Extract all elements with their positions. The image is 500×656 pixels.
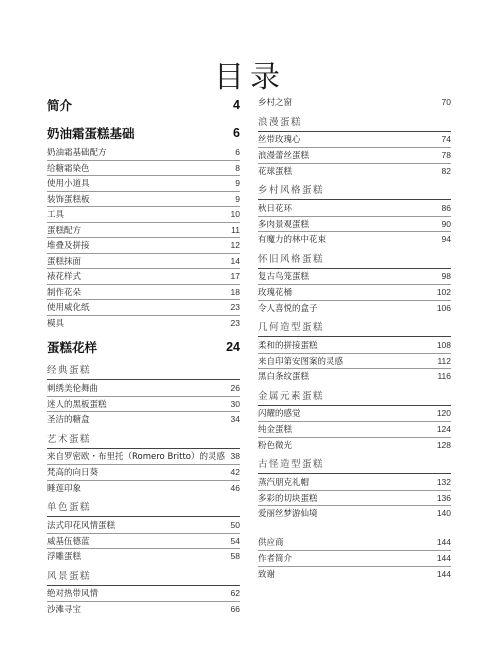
toc-entry-page: 34 xyxy=(230,414,240,425)
toc-entry[interactable] xyxy=(258,300,451,316)
toc-entry-page: 108 xyxy=(436,339,451,350)
toc-section xyxy=(258,452,451,521)
toc-left-column xyxy=(47,94,240,617)
toc-entry-title: 制作花朵 xyxy=(47,287,82,298)
toc-entry[interactable] xyxy=(258,200,451,216)
toc-entry-page: 26 xyxy=(230,382,240,393)
toc-entry-title: 爱丽丝梦游仙境 xyxy=(258,509,318,520)
toc-entry[interactable] xyxy=(47,144,240,160)
toc-entry[interactable] xyxy=(258,368,451,384)
chapter-page: 4 xyxy=(233,98,240,112)
toc-entry[interactable] xyxy=(258,216,451,232)
toc-entry-title: 使用小道具 xyxy=(47,179,90,190)
toc-entry[interactable] xyxy=(47,160,240,176)
toc-entry[interactable] xyxy=(258,535,451,551)
page-title: 目录 xyxy=(214,60,286,95)
toc-entry-page: 46 xyxy=(230,482,240,493)
toc-entry-title: 睡莲印象 xyxy=(47,483,82,494)
section-heading: 古怪造型蛋糕 xyxy=(258,452,451,474)
toc-entry-page: 124 xyxy=(436,424,451,435)
toc-entry-page: 58 xyxy=(230,551,240,562)
toc-entry-title: 供应商 xyxy=(258,538,284,549)
toc-entry[interactable] xyxy=(47,380,240,396)
toc-entry[interactable] xyxy=(47,449,240,465)
toc-entry-title: 迷人的黑板蛋糕 xyxy=(47,399,107,410)
toc-chapter-basics[interactable] xyxy=(47,122,240,144)
toc-entry-page: 9 xyxy=(235,178,240,189)
toc-entry[interactable] xyxy=(258,231,451,247)
toc-entry-page: 140 xyxy=(436,508,451,519)
section-heading: 乡村风格蛋糕 xyxy=(258,178,451,200)
toc-section xyxy=(258,178,451,247)
toc-entry-page: 62 xyxy=(230,588,240,599)
toc-entry-page: 120 xyxy=(436,408,451,419)
toc-entry-title: 多肉景观蛋糕 xyxy=(258,219,310,230)
toc-entry-page: 23 xyxy=(230,317,240,328)
toc-entry[interactable] xyxy=(258,147,451,163)
toc-entry-page: 102 xyxy=(436,287,451,298)
toc-entry-page: 112 xyxy=(437,355,451,366)
toc-entry-title: 粉色微光 xyxy=(258,440,293,451)
toc-entry-page: 132 xyxy=(436,476,451,487)
chapter-title: 简介 xyxy=(47,98,73,113)
toc-section xyxy=(258,110,451,179)
toc-entry-page: 30 xyxy=(230,398,240,409)
toc-section xyxy=(258,247,451,316)
toc-entry[interactable] xyxy=(47,548,240,564)
toc-entry[interactable] xyxy=(258,437,451,453)
toc-entry[interactable] xyxy=(47,222,240,238)
toc-section xyxy=(47,358,240,427)
toc-right-column xyxy=(258,94,451,581)
toc-entry-page: 8 xyxy=(235,162,240,173)
section-heading: 几何造型蛋糕 xyxy=(258,315,451,337)
toc-entry[interactable] xyxy=(258,337,451,353)
toc-entry-title: 奶油霜基础配方 xyxy=(47,147,107,158)
section-heading: 单色蛋糕 xyxy=(47,495,240,517)
toc-entry-title: 蒸汽朋克礼帽 xyxy=(258,477,310,488)
toc-entry-title: 梵高的向日葵 xyxy=(47,468,99,479)
toc-entry-title: 令人喜悦的盒子 xyxy=(258,303,318,314)
toc-entry-page: 78 xyxy=(441,150,451,161)
toc-entry[interactable] xyxy=(258,474,451,490)
section-heading: 金属元素蛋糕 xyxy=(258,384,451,406)
toc-entry-title: 致谢 xyxy=(258,569,276,580)
toc-entry-title: 有魔力的林中花束 xyxy=(258,235,327,246)
toc-entry-title: 蛋糕抹面 xyxy=(47,256,82,267)
toc-entry-title: 堆叠及拼接 xyxy=(47,241,90,252)
toc-section xyxy=(258,315,451,384)
toc-entry-page: 94 xyxy=(441,234,451,245)
toc-entry[interactable] xyxy=(47,253,240,269)
toc-entry-title: 浪漫蕾丝蛋糕 xyxy=(258,151,310,162)
section-heading: 浪漫蛋糕 xyxy=(258,110,451,132)
toc-entry[interactable] xyxy=(47,464,240,480)
toc-entry[interactable] xyxy=(47,601,240,617)
toc-entry[interactable] xyxy=(47,299,240,315)
toc-entry-title: 使用威化纸 xyxy=(47,303,90,314)
toc-entry-page: 82 xyxy=(441,165,451,176)
toc-entry-page: 144 xyxy=(436,553,451,564)
toc-entry-page: 42 xyxy=(230,467,240,478)
toc-entry-title: 花球蛋糕 xyxy=(258,166,293,177)
toc-entry[interactable] xyxy=(47,315,240,331)
toc-entry-title: 复古鸟笼蛋糕 xyxy=(258,272,310,283)
toc-entry-title: 来自印第安图案的灵感 xyxy=(258,356,344,367)
toc-entry-page: 86 xyxy=(441,202,451,213)
chapter-title: 蛋糕花样 xyxy=(47,340,98,355)
toc-entry[interactable] xyxy=(258,132,451,148)
toc-entry-title: 作者简介 xyxy=(258,554,293,565)
toc-entry-page: 70 xyxy=(441,96,451,107)
toc-entry-title: 圣洁的糖盒 xyxy=(47,415,90,426)
toc-entry-page: 14 xyxy=(230,255,240,266)
toc-section xyxy=(47,564,240,617)
toc-entry-title: 玫瑰花桶 xyxy=(258,288,293,299)
toc-entry[interactable] xyxy=(47,206,240,222)
toc-entry-page: 38 xyxy=(230,451,240,462)
toc-entry[interactable] xyxy=(258,406,451,422)
toc-entry-page: 6 xyxy=(235,146,240,157)
section-heading: 经典蛋糕 xyxy=(47,358,240,380)
toc-section xyxy=(47,495,240,564)
toc-entry-title: 蛋糕配方 xyxy=(47,225,82,236)
toc-entry[interactable] xyxy=(47,480,240,496)
toc-entry[interactable] xyxy=(258,421,451,437)
toc-entry-title: 来自罗密欧・布里托（Romero Britto）的灵感 xyxy=(47,452,225,463)
toc-entry-title: 柔和的拼接蛋糕 xyxy=(258,340,318,351)
toc-entry[interactable] xyxy=(47,268,240,284)
toc-entry-title: 模具 xyxy=(47,318,65,329)
toc-entry-title: 乡村之窗 xyxy=(258,97,293,108)
toc-entry-page: 17 xyxy=(230,271,240,282)
toc-entry[interactable] xyxy=(258,269,451,285)
toc-entry-title: 黑白条纹蛋糕 xyxy=(258,372,310,383)
toc-entry[interactable] xyxy=(47,586,240,602)
toc-entry-title: 刺绣美伦舞曲 xyxy=(47,383,99,394)
toc-entry-page: 9 xyxy=(235,193,240,204)
toc-entry-page: 90 xyxy=(441,218,451,229)
toc-entry-page: 98 xyxy=(441,271,451,282)
toc-entry[interactable] xyxy=(47,396,240,412)
toc-entry[interactable] xyxy=(47,237,240,253)
toc-entry-title: 法式印花风情蛋糕 xyxy=(47,520,116,531)
toc-entry[interactable] xyxy=(258,490,451,506)
toc-entry-title: 纯金蛋糕 xyxy=(258,425,293,436)
toc-entry[interactable] xyxy=(47,191,240,207)
toc-entry[interactable] xyxy=(258,163,451,179)
toc-entry-title: 绝对热带风情 xyxy=(47,589,99,600)
toc-entry-title: 丝带玫瑰心 xyxy=(258,135,301,146)
toc-entry[interactable] xyxy=(258,94,451,110)
toc-entry-title: 裱花样式 xyxy=(47,272,82,283)
section-heading: 怀旧风格蛋糕 xyxy=(258,247,451,269)
toc-entry-page: 144 xyxy=(436,568,451,579)
section-heading: 风景蛋糕 xyxy=(47,564,240,586)
toc-entry-page: 106 xyxy=(436,302,451,313)
chapter-page: 6 xyxy=(233,126,240,140)
toc-entry-title: 闪耀的感觉 xyxy=(258,409,301,420)
toc-entry[interactable] xyxy=(47,284,240,300)
toc-entry[interactable] xyxy=(258,566,451,582)
toc-section xyxy=(258,384,451,453)
toc-entry-page: 74 xyxy=(441,134,451,145)
toc-entry[interactable] xyxy=(258,353,451,369)
section-heading: 艺术蛋糕 xyxy=(47,427,240,449)
toc-entry-page: 116 xyxy=(437,371,451,382)
toc-entry[interactable] xyxy=(258,550,451,566)
toc-entry-title: 装饰蛋糕板 xyxy=(47,194,90,205)
toc-section xyxy=(47,427,240,496)
toc-entry-page: 50 xyxy=(230,519,240,530)
toc-chapter-styles[interactable] xyxy=(47,336,240,358)
toc-entry[interactable] xyxy=(47,533,240,549)
toc-entry-page: 18 xyxy=(230,286,240,297)
toc-entry-page: 66 xyxy=(230,604,240,615)
toc-entry-page: 11 xyxy=(231,224,240,235)
toc-entry-title: 威基伍德蓝 xyxy=(47,536,90,547)
toc-entry-title: 浮雕蛋糕 xyxy=(47,552,82,563)
toc-entry[interactable] xyxy=(47,175,240,191)
toc-entry-title: 秋日花环 xyxy=(258,203,293,214)
toc-entry-page: 144 xyxy=(436,537,451,548)
toc-entry-page: 136 xyxy=(436,492,451,503)
toc-entry-page: 12 xyxy=(230,240,240,251)
toc-entry[interactable] xyxy=(47,411,240,427)
toc-chapter-intro[interactable] xyxy=(47,94,240,116)
toc-entry-title: 沙滩寻宝 xyxy=(47,605,82,616)
toc-entry-page: 23 xyxy=(230,302,240,313)
toc-entry-page: 10 xyxy=(230,209,240,220)
toc-entry[interactable] xyxy=(47,517,240,533)
chapter-title: 奶油霜蛋糕基础 xyxy=(47,126,135,141)
toc-entry-title: 给糖霜染色 xyxy=(47,163,90,174)
toc-entry-page: 128 xyxy=(436,439,451,450)
chapter-page: 24 xyxy=(226,340,240,354)
toc-entry[interactable] xyxy=(258,505,451,521)
toc-entry-title: 多彩的切块蛋糕 xyxy=(258,493,318,504)
toc-entry-page: 54 xyxy=(230,535,240,546)
toc-entry[interactable] xyxy=(258,284,451,300)
toc-entry-title: 工具 xyxy=(47,210,65,221)
